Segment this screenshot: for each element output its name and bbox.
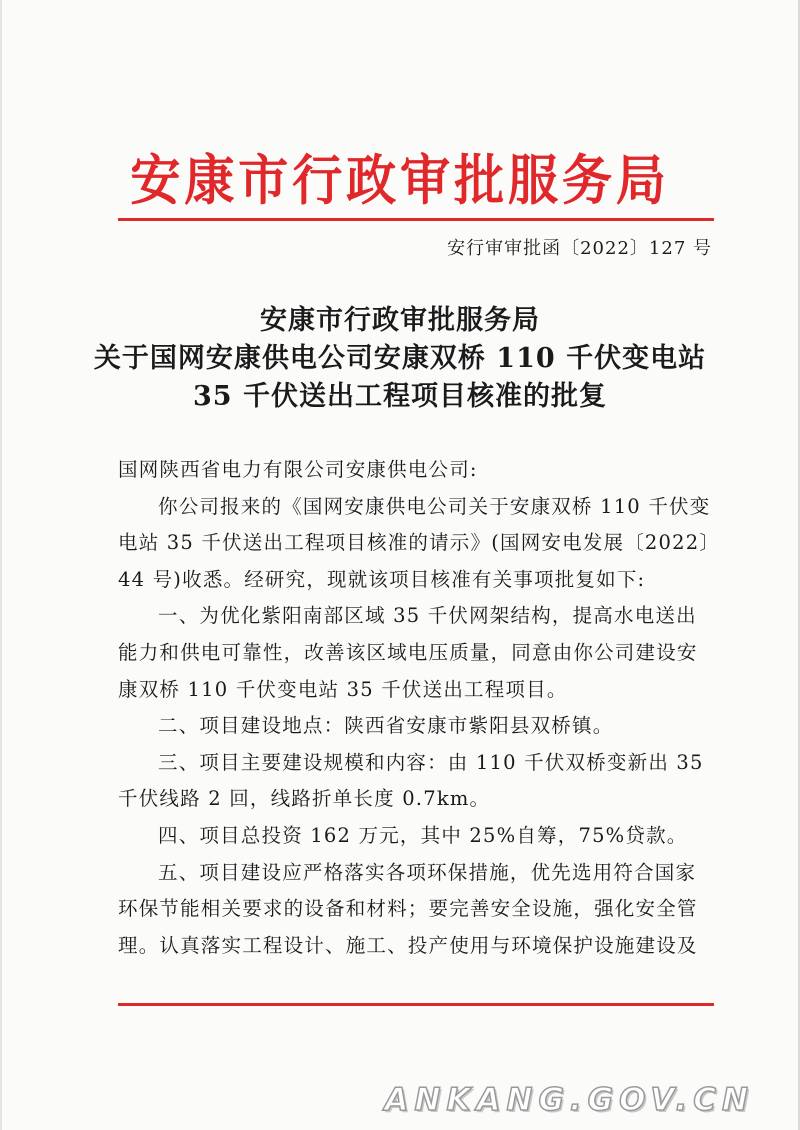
item-4-line: 四、项目总投资 162 万元，其中 25%自筹，75%贷款。 <box>158 823 688 847</box>
item-5-line: 五、项目建设应严格落实各项环保措施，优先选用符合国家 <box>158 860 697 884</box>
letterhead-agency-name: 安康市行政审批服务局 <box>130 148 670 212</box>
title-line-1: 安康市行政审批服务局 <box>260 305 540 336</box>
item-2-line: 二、项目建设地点：陕西省安康市紫阳县双桥镇。 <box>158 714 614 738</box>
document-number: 安行审审批函〔2022〕127 号 <box>447 238 712 259</box>
letterhead-red-rule <box>118 218 714 221</box>
item-5-line: 环保节能相关要求的设备和材料；要完善安全设施，强化安全管 <box>118 897 698 921</box>
item-1-line: 康双桥 110 千伏变电站 35 千伏送出工程项目。 <box>118 677 568 701</box>
item-1-line: 能力和供电可靠性，改善该区域电压质量，同意由你公司建设安 <box>118 640 698 664</box>
document-title <box>0 302 800 416</box>
item-3-line: 千伏线路 2 回，线路折单长度 0.7km。 <box>118 787 491 811</box>
paragraph-line: 44 号)收悉。经研究，现就该项目核准有关事项批复如下: <box>118 567 646 591</box>
item-3-line: 三、项目主要建设规模和内容：由 110 千伏双桥变新出 35 <box>158 750 704 774</box>
paragraph-line: 电站 35 千伏送出工程项目核准的请示》(国网安电发展〔2022〕 <box>118 531 721 555</box>
title-line-2: 关于国网安康供电公司安康双桥 110 千伏变电站 <box>93 343 707 374</box>
document-body <box>118 452 721 964</box>
item-5-line: 理。认真落实工程设计、施工、投产使用与环境保护设施建设及 <box>118 933 698 957</box>
paragraph-line: 你公司报来的《国网安康供电公司关于安康双桥 110 千伏变 <box>158 494 711 518</box>
site-watermark: ANKANG.GOV.CN <box>384 1082 754 1118</box>
addressee: 国网陕西省电力有限公司安康供电公司: <box>118 458 478 481</box>
footer-red-rule <box>118 1003 714 1006</box>
item-1-line: 一、为优化紫阳南部区域 35 千伏网架结构，提高水电送出 <box>158 604 697 628</box>
title-line-3: 35 千伏送出工程项目核准的批复 <box>193 381 607 412</box>
